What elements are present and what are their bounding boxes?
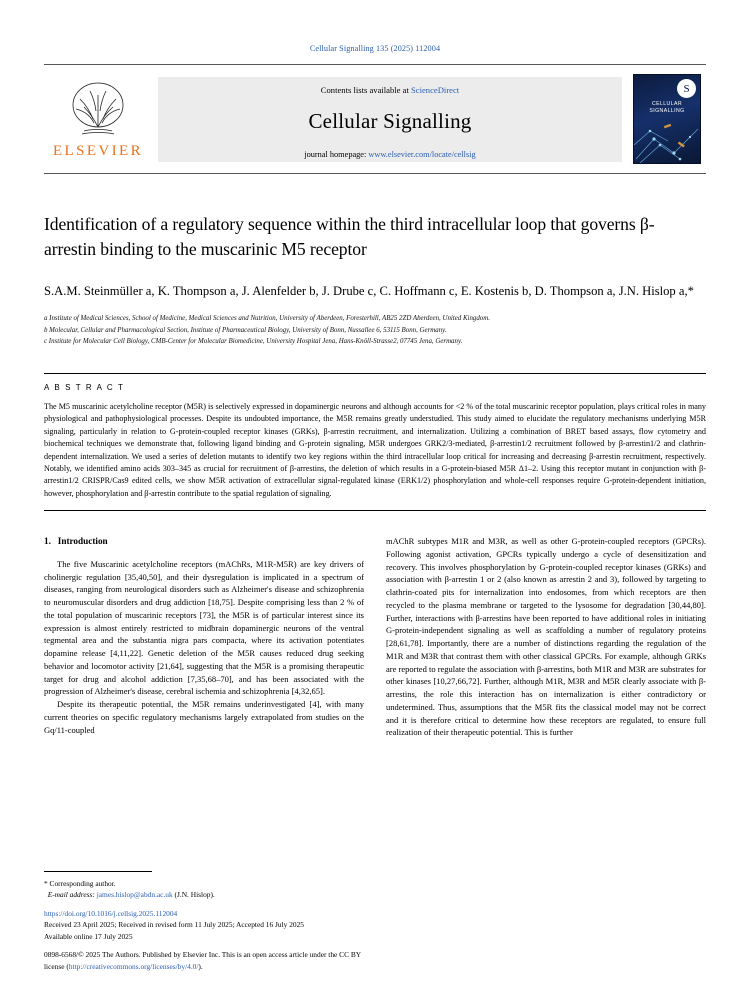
doi-link[interactable]: https://doi.org/10.1016/j.cellsig.2025.112004 xyxy=(44,908,178,918)
doi-line xyxy=(44,908,364,919)
section-heading xyxy=(44,535,364,549)
homepage-prefix: journal homepage: xyxy=(304,149,369,159)
publisher-logo xyxy=(44,65,152,173)
cover-title: CELLULAR SIGNALLING xyxy=(649,101,685,115)
sciencedirect-link[interactable]: ScienceDirect xyxy=(411,84,460,95)
masthead-center xyxy=(152,65,628,173)
email-line xyxy=(44,889,364,900)
copyright-suffix: ). xyxy=(198,961,203,971)
article-title: Identification of a regulatory sequence within the third intracellular loop that governs β-arrestin binding to the muscarinic M5 receptor xyxy=(44,214,655,259)
contents-bar xyxy=(158,77,622,162)
journal-homepage-line xyxy=(158,150,622,159)
right-column xyxy=(386,535,706,739)
paragraph: The five Muscarinic acetylcholine receptors (mAChRs, M1R-M5R) are key drivers of cholinergic regulation [35,40,50], and their dysregulation is implicated in a spectrum of diseases, ranging from neurological disorders such as Alzheimer's disease and schizophrenia to neuromuscular disorders and drug addiction [18,75]. Despite comprising less than 2 % of the total population of muscarinic receptors [73], the M5R is of particular interest since its expression is almost entirely restricted to midbrain dopaminergic neurons of the ventral tegmental area and the substantia nigra pars compacta, where its activation potentiates dopamine release [4,11,22]. Genetic deletion of the M5R causes reduced drug seeking behavior and locomotor activity [21,64], suggesting that the M5R is a promising therapeutic target for drug and alcohol addiction [7,35,68–70], and has been associated with the progression of Alzheimer's disease, cerebral ischemia and schizophrenia [4,32,65]. xyxy=(44,558,364,697)
abstract-text: The M5 muscarinic acetylcholine receptor (M5R) is selectively expressed in dopaminergic neurons and although accounts for <2 % of the total muscarinic receptor population, plays critical roles in many physiological and pathophysiological processes. Despite its undoubted importance, the M5R remains greatly understudied. This study aimed to elucidate the regulatory mechanisms underlying M5R signaling, particularly in relation to G-protein-coupled receptor kinases (GRKs), β-arrestin recruitment, and internalization. Utilizing a combination of BRET based assays, flow cytometry and biochemical techniques we demonstrate that, following ligand binding and G-protein signaling, M5R undergoes GRK2/3-mediated, β-arrestin1/2 recruitment followed by β-arrestin1/2 and clathrin-dependent internalization. We used a series of deletion mutants to identify two key regions within the third intracellular loop critical for increasing and decreasing β-arrestin recruitment, respectively. Notably, we identified amino acids 303–345 as crucial for recruitment of β-arrestins, the deletion of which results in a G-protein-biased M5R Δ1–2. Using this receptor mutant in conjunction with β-arrestin1/2 CRISPR/Cas9 edited cells, we show M5R activation of extracellular signal-regulated kinase (ERK1/2) phosphorylation and whole-cell responses require G-protein-dependent initiation, however, phosphorylation and β-arrestin contribute to the spatial regulation of signaling. xyxy=(44,402,706,498)
contents-prefix: Contents lists available at xyxy=(320,84,411,95)
section-title: Introduction xyxy=(57,536,108,547)
paragraph: mAChR subtypes M1R and M3R, as well as other G-protein-coupled receptors (GPCRs). Following agonist activation, GPCRs typically undergo a cycle of desensitization and recovery. This involves phosphorylation by G-protein-coupled receptor kinases (GRKs) and association with β-arrestin 1 or 2 (also known as arrestin 2 and 3), followed by targeting to clathrin-coated pits for internalization into endosomes, from which receptors are then recycled to the plasma membrane or targeted to the lysosome for degradation [30,44,80]. Further, interactions with β-arrestins have been reported to have additional roles in initiating G-protein-independent signaling as well as scaffolding a number of regulatory proteins [28,61,78]. Importantly, there are a number of distinctions regarding the regulation of the M1R and M3R that contrast them with other classical GPCRs. For example, although GRKs are reported to regulate the association with β-arrestins, both M1R and M3R are substrates for other kinases [10,27,66,72]. Further, although M1R, M3R and M5R clearly associate with β-arrestins, the role this interaction has on internalization is either contradictory or undetermined. Thus, assumptions that the M5R fits the classical model may not be correct and it is therefore critical to determine how these receptors are regulated, to ensure full realization of their therapeutic potential. This is further xyxy=(386,536,706,738)
paragraph: Despite its therapeutic potential, the M5R remains underinvestigated [4], with many current theories on specific regulatory mechanisms largely extrapolated from studies on the Gq/11-coupled xyxy=(44,699,364,735)
affiliation-list xyxy=(44,313,706,347)
footer-divider xyxy=(44,871,152,872)
copyright-prefix: 0898-6568/© 2025 The Authors. Published by Elsevier Inc. This is an open access article under the CC BY license ( xyxy=(44,950,361,971)
affiliation-item: b Molecular, Cellular and Pharmacological Section, Institute of Pharmaceutical Biology, University of Bonn, Nussallee 6, 53115 Bonn, Germany. xyxy=(44,326,447,334)
journal-title: Cellular Signalling xyxy=(308,108,472,133)
page-footer xyxy=(44,871,364,972)
available-online: Available online 17 July 2025 xyxy=(44,931,133,941)
homepage-link[interactable]: www.elsevier.com/locate/cellsig xyxy=(368,149,476,159)
elsevier-tree-icon xyxy=(60,79,136,141)
journal-masthead xyxy=(44,64,706,174)
corresponding-author-note: * Corresponding author. xyxy=(44,878,116,888)
elsevier-wordmark: ELSEVIER xyxy=(52,142,144,159)
email-suffix: (J.N. Hislop). xyxy=(172,890,215,900)
running-head: Cellular Signalling 135 (2025) 112004 xyxy=(309,44,441,53)
author-list: S.A.M. Steinmüller a, K. Thompson a, J. Alenfelder b, J. Drube c, C. Hoffmann c, E. Kostenis b, D. Thompson a, J.N. Hislop a,* xyxy=(44,283,694,298)
contents-available-line xyxy=(158,85,622,95)
cover-image xyxy=(633,74,701,164)
journal-cover-thumb xyxy=(628,65,706,173)
abstract-divider xyxy=(44,510,706,511)
section-number: 1. xyxy=(44,536,51,547)
license-link[interactable]: http://creativecommons.org/licenses/by/4.0/ xyxy=(68,961,199,971)
copyright-line xyxy=(44,949,364,972)
received-dates: Received 23 April 2025; Received in revised form 11 July 2025; Accepted 16 July 2025 xyxy=(44,920,304,930)
email-label: E-mail address: xyxy=(47,890,97,900)
cover-artwork-icon xyxy=(634,119,700,163)
body-columns xyxy=(44,535,706,739)
left-column xyxy=(44,535,364,739)
abstract-section xyxy=(44,373,706,511)
email-link[interactable]: james.hislop@abdn.ac.uk xyxy=(96,890,173,900)
affiliation-item: c Institute for Molecular Cell Biology, CMB-Center for Molecular Biomedicine, University Hospital Jena, Hans-Knöll-Strasse2, 07745 Jena, Germany. xyxy=(44,337,463,345)
cover-badge-icon: S xyxy=(677,79,696,98)
abstract-heading: A B S T R A C T xyxy=(44,383,125,393)
title-block xyxy=(44,212,706,347)
affiliation-item: a Institute of Medical Sciences, School of Medicine, Medical Sciences and Nutrition, University of Aberdeen, Foresterhill, AB25 2ZD Aberdeen, United Kingdom. xyxy=(44,315,490,323)
